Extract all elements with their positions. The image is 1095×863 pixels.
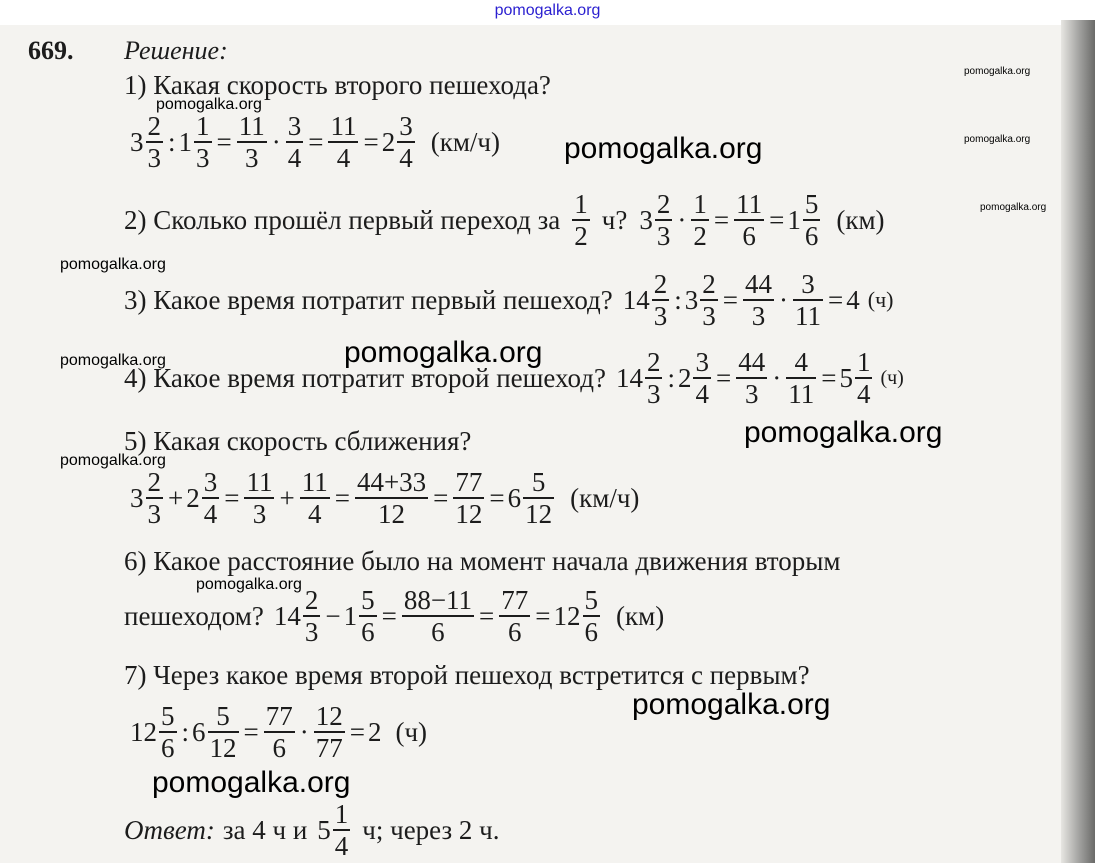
answer-den: 4 — [334, 831, 349, 862]
question-3-text: 3) Какое время потратит первый пешеход? — [124, 284, 613, 315]
question-4: 4) Какое время потратит второй пешеход? 14 $\frac{2}{3}$ : 2 $\frac{3}{4}$ = $\frac{44}{3}$ · $\frac{4}{11}$ = 5 $\frac{1}{4}$ (ч) — [124, 347, 904, 410]
question-2-text: 2) Сколько прошёл первый переход за — [124, 204, 561, 235]
watermark-8: pomogalka.org — [60, 352, 166, 369]
question-2-unit: ч? — [601, 204, 628, 235]
watermark-12: pomogalka.org — [632, 688, 831, 721]
watermark-13: pomogalka.org — [152, 766, 351, 799]
question-3: 3) Какое время потратит первый пешеход? 14 $\frac{2}{3}$ : 3 $\frac{2}{3}$ = $\frac{44}{3}$ · $\frac{3}{11}$ = 4 (ч) — [124, 269, 894, 332]
answer-text-a: за 4 ч и — [222, 814, 308, 845]
question-4-text: 4) Какое время потратит второй пешеход? — [124, 362, 606, 393]
question-2: 2) Сколько прошёл первый переход за $\frac{1}{2}$ ч? 3 $\frac{2}{3}$ · $\frac{1}{2}$ = $\frac{11}{6}$ = 1 $\frac{5}{6}$ (км) — [124, 189, 885, 252]
watermark-5: pomogalka.org — [980, 202, 1047, 213]
unit-km-2: (км) — [616, 600, 665, 631]
question-1: 1) Какая скорость второго пешехода? — [124, 70, 551, 100]
watermark-7: pomogalka.org — [344, 336, 543, 369]
answer-label: Ответ: — [124, 814, 215, 845]
answer-num: 1 — [334, 799, 349, 829]
watermark-3: pomogalka.org — [964, 134, 1031, 145]
unit-h: (ч) — [867, 287, 894, 313]
step-1-expression: 3 $\frac{2}{3}$ : 1 $\frac{1}{3}$ = $\frac{11}{3}$ · $\frac{3}{4}$ = $\frac{11}{4}$ = 2 $\frac{3}{4}$ (км/ч) — [130, 111, 500, 174]
watermark-4: pomogalka.org — [564, 132, 763, 165]
unit-km: (км) — [836, 204, 885, 235]
step-5-expression: 3 $\frac{2}{3}$ + 2 $\frac{3}{4}$ = $\frac{11}{3}$ + $\frac{11}{4}$ = $\frac{44+33}{12}$ = $\frac{77}{12}$ = 6 $\frac{5}{12}$ (км/ч) — [130, 467, 640, 530]
half-den: 2 — [574, 221, 588, 252]
solution-heading: Решение: — [124, 36, 228, 65]
step-7-expression: 12 $\frac{5}{6}$ : 6 $\frac{5}{12}$ = $\frac{77}{6}$ · $\frac{12}{77}$ = 2 (ч) — [130, 701, 428, 764]
question-6: 6) Какое расстояние было на момент начала движения вторым — [124, 546, 841, 576]
unit-h-2: (ч) — [880, 366, 904, 389]
watermark-2: pomogalka.org — [156, 96, 262, 113]
answer-whole: 5 — [317, 814, 331, 845]
question-6-text-cont: пешеходом? — [124, 600, 264, 631]
unit-kmh: (км/ч) — [430, 126, 500, 157]
question-7: 7) Через какое время второй пешеход встретится с первым? — [124, 660, 810, 690]
book-spine-shadow — [1061, 20, 1095, 863]
half-num: 1 — [574, 189, 588, 219]
watermark-1: pomogalka.org — [964, 66, 1031, 77]
answer-text-b: ч; через 2 ч. — [362, 814, 500, 845]
question-6-cont: пешеходом? 14 $\frac{2}{3}$ − 1 $\frac{5}{6}$ = $\frac{88-11}{6}$ = $\frac{77}{6}$ = 12 $\frac{5}{6}$ (км) — [124, 585, 665, 648]
site-header[interactable]: pomogalka.org — [494, 2, 601, 19]
problem-number: 669. — [28, 36, 74, 65]
watermark-11: pomogalka.org — [196, 576, 302, 593]
unit-h-3: (ч) — [395, 716, 428, 747]
watermark-10: pomogalka.org — [60, 452, 166, 469]
unit-kmh-2: (км/ч) — [570, 482, 640, 513]
question-5: 5) Какая скорость сближения? — [124, 426, 472, 456]
watermark-6: pomogalka.org — [60, 256, 166, 273]
answer-line — [124, 800, 499, 861]
watermark-9: pomogalka.org — [744, 416, 943, 449]
